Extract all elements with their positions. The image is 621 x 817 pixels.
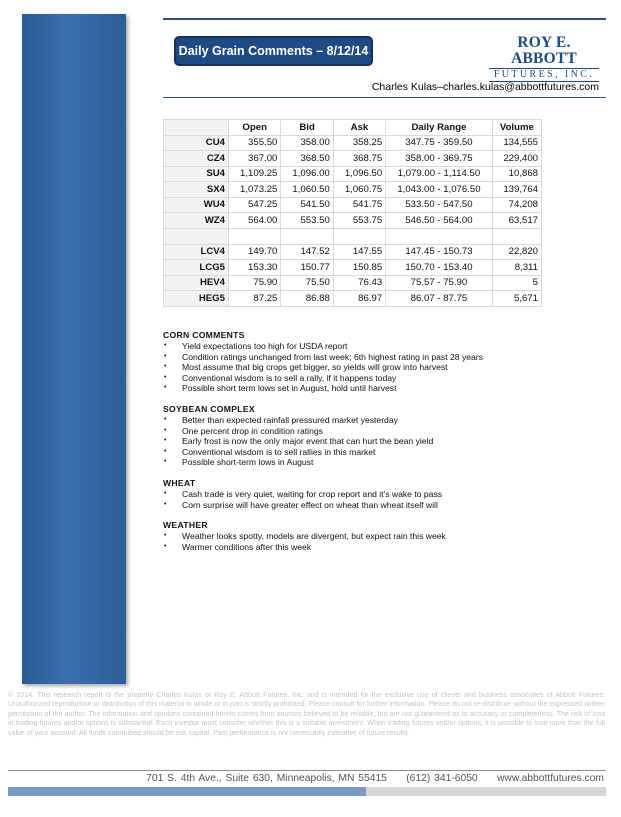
open-cell: 1,109.25 bbox=[229, 166, 281, 182]
spacer-cell bbox=[164, 228, 229, 244]
symbol-cell: LCG5 bbox=[164, 260, 229, 276]
table-row bbox=[164, 291, 542, 307]
bullet-text: Possible short term lows set in August, hold until harvest bbox=[182, 383, 397, 394]
bullet-icon: • bbox=[164, 373, 167, 381]
bullet-item bbox=[163, 415, 583, 426]
bullet-icon: • bbox=[164, 447, 167, 455]
bullet-item bbox=[163, 362, 583, 373]
ask-cell: 368.75 bbox=[333, 151, 385, 167]
column-header-volume: Volume bbox=[492, 120, 541, 136]
footer-bar bbox=[8, 787, 606, 796]
logo-subtitle: FUTURES, INC. bbox=[489, 68, 599, 82]
ask-cell: 150.85 bbox=[333, 260, 385, 276]
bid-cell: 147.52 bbox=[281, 244, 333, 260]
bullet-text: Warmer conditions after this week bbox=[182, 541, 312, 552]
bullet-text: Cash trade is very quiet, waiting for crop report and it's wake to pass bbox=[182, 488, 443, 499]
bullet-text: Conventional wisdom is to sell rallies in this market bbox=[182, 446, 376, 457]
ask-cell: 86.97 bbox=[333, 291, 385, 307]
quotes-table-body bbox=[164, 135, 542, 306]
table-row bbox=[164, 135, 542, 151]
open-cell: 547.25 bbox=[229, 197, 281, 213]
open-cell: 355.50 bbox=[229, 135, 281, 151]
open-cell: 564.00 bbox=[229, 213, 281, 229]
bullet-text: Possible short-term lows in August bbox=[182, 457, 314, 468]
bullet-icon: • bbox=[164, 363, 167, 371]
footer-bar-accent bbox=[8, 787, 366, 796]
bullet-item bbox=[163, 426, 583, 437]
logo-name: ROY E. ABBOTT bbox=[511, 34, 577, 67]
bullet-icon: • bbox=[164, 458, 167, 466]
bid-cell: 75.50 bbox=[281, 275, 333, 291]
table-row bbox=[164, 213, 542, 229]
bullet-icon: • bbox=[164, 415, 167, 423]
bid-cell: 150.77 bbox=[281, 260, 333, 276]
range-cell: 1,079.00 - 1,114.50 bbox=[386, 166, 493, 182]
spacer-cell bbox=[229, 228, 281, 244]
ask-cell: 358.25 bbox=[333, 135, 385, 151]
volume-cell: 63,517 bbox=[492, 213, 541, 229]
table-spacer-row bbox=[164, 228, 542, 244]
volume-cell: 229,400 bbox=[492, 151, 541, 167]
open-cell: 149.70 bbox=[229, 244, 281, 260]
bullet-item bbox=[163, 341, 583, 352]
open-cell: 153.30 bbox=[229, 260, 281, 276]
symbol-cell: WU4 bbox=[164, 197, 229, 213]
bullet-icon: • bbox=[164, 426, 167, 434]
header-blank-cell bbox=[164, 120, 229, 136]
open-cell: 75.90 bbox=[229, 275, 281, 291]
bid-cell: 1,096.00 bbox=[281, 166, 333, 182]
bullet-item bbox=[163, 436, 583, 447]
section-heading: CORN COMMENTS bbox=[163, 330, 245, 340]
spacer-cell bbox=[281, 228, 333, 244]
spacer-cell bbox=[492, 228, 541, 244]
volume-cell: 22,820 bbox=[492, 244, 541, 260]
bullet-text: Yield expectations too high for USDA report bbox=[182, 341, 348, 351]
bid-cell: 86.88 bbox=[281, 291, 333, 307]
range-cell: 150.70 - 153.40 bbox=[386, 260, 493, 276]
side-decorative-bar bbox=[22, 14, 126, 684]
bullet-item bbox=[163, 489, 583, 500]
symbol-cell: HEV4 bbox=[164, 275, 229, 291]
volume-cell: 8,311 bbox=[492, 260, 541, 276]
spacer-cell bbox=[386, 228, 493, 244]
table-row bbox=[164, 244, 542, 260]
volume-cell: 139,764 bbox=[492, 182, 541, 198]
author-contact: Charles Kulas–charles.kulas@abbottfutures.com bbox=[371, 81, 599, 93]
table-row bbox=[164, 151, 542, 167]
comment-section bbox=[163, 330, 583, 394]
comment-section bbox=[163, 478, 583, 510]
bullet-icon: • bbox=[164, 489, 167, 497]
table-header-row bbox=[164, 120, 542, 136]
column-header-bid: Bid bbox=[281, 120, 333, 136]
range-cell: 86.07 - 87.75 bbox=[386, 291, 493, 307]
range-cell: 147.45 - 150.73 bbox=[386, 244, 493, 260]
bullet-icon: • bbox=[164, 437, 167, 445]
bullet-text: Conventional wisdom is to sell a rally, if it happens today bbox=[182, 372, 397, 383]
bid-cell: 553.50 bbox=[281, 213, 333, 229]
bullet-icon: • bbox=[164, 352, 167, 360]
bullet-item bbox=[163, 447, 583, 458]
table-row bbox=[164, 275, 542, 291]
bullet-icon: • bbox=[164, 532, 167, 540]
bullet-item bbox=[163, 531, 583, 542]
range-cell: 1,043.00 - 1,076.50 bbox=[386, 182, 493, 198]
bid-cell: 358.00 bbox=[281, 135, 333, 151]
bullet-text: Weather looks spotty, models are divergent, but expect rain this week bbox=[182, 531, 446, 542]
symbol-cell: CZ4 bbox=[164, 151, 229, 167]
bullet-list bbox=[163, 415, 583, 468]
section-heading: WEATHER bbox=[163, 520, 208, 531]
column-header-open: Open bbox=[229, 120, 281, 136]
symbol-cell: CU4 bbox=[164, 135, 229, 151]
bullet-item bbox=[163, 383, 583, 394]
range-cell: 533.50 - 547.50 bbox=[386, 197, 493, 213]
volume-cell: 5,671 bbox=[492, 291, 541, 307]
open-cell: 1,073.25 bbox=[229, 182, 281, 198]
symbol-cell: SU4 bbox=[164, 166, 229, 182]
symbol-cell: LCV4 bbox=[164, 244, 229, 260]
contact-rule bbox=[163, 97, 606, 98]
range-cell: 75.57 - 75.90 bbox=[386, 275, 493, 291]
column-header-ask: Ask bbox=[333, 120, 385, 136]
table-row bbox=[164, 260, 542, 276]
bullet-text: Early frost is now the only major event that can hurt the bean yield bbox=[182, 436, 434, 447]
range-cell: 546.50 - 564.00 bbox=[386, 213, 493, 229]
table-row bbox=[164, 166, 542, 182]
ask-cell: 1,096.50 bbox=[333, 166, 385, 182]
bullet-item bbox=[163, 457, 583, 468]
header-rule bbox=[163, 18, 606, 20]
market-comments bbox=[163, 330, 583, 562]
footer-address: 701 S. 4th Ave., Suite 630, Minneapolis, MN 55415 bbox=[146, 773, 387, 784]
range-cell: 358.00 - 369.75 bbox=[386, 151, 493, 167]
footer-phone: (612) 341-6050 bbox=[406, 773, 478, 784]
ask-cell: 76.43 bbox=[333, 275, 385, 291]
bullet-text: Most assume that big crops get bigger, so yields will grow into harvest bbox=[182, 362, 448, 373]
bullet-list bbox=[163, 531, 583, 552]
range-cell: 347.75 - 359.50 bbox=[386, 135, 493, 151]
volume-cell: 74,208 bbox=[492, 197, 541, 213]
ask-cell: 553.75 bbox=[333, 213, 385, 229]
ask-cell: 1,060.75 bbox=[333, 182, 385, 198]
volume-cell: 5 bbox=[492, 275, 541, 291]
spacer-cell bbox=[333, 228, 385, 244]
ask-cell: 147.55 bbox=[333, 244, 385, 260]
comment-section bbox=[163, 520, 583, 552]
company-logo bbox=[489, 35, 599, 82]
bullet-item bbox=[163, 373, 583, 384]
ask-cell: 541.75 bbox=[333, 197, 385, 213]
footer-rule bbox=[8, 770, 606, 771]
bullet-item bbox=[163, 500, 583, 511]
bullet-item bbox=[163, 352, 583, 363]
bullet-list bbox=[163, 489, 583, 510]
bullet-text: Better than expected rainfall pressured market yesterday bbox=[182, 414, 398, 425]
table-row bbox=[164, 197, 542, 213]
table-row bbox=[164, 182, 542, 198]
symbol-cell: SX4 bbox=[164, 182, 229, 198]
bullet-icon: • bbox=[164, 342, 167, 349]
column-header-daily-range: Daily Range bbox=[386, 120, 493, 136]
legal-disclaimer: © 2014. This research report is the property Charles Kulas or Roy E. Abbott Futures, Inc. and is intended for the exclusive use of clients and business associates of Abbott Futures. Unauthorized reproduction or distribution of this material in whole or in part is strictly prohibited. Please consult for further information. Please do not re-distribute without the expressed written permission of the author. The information and opinions contained herein comes from sources believed to be reliable, but are not guaranteed as to accuracy or completeness. The risk of loss in trading futures and/or options is substantial. Each investor must consider whether this is a suitable investment. When trading futures and/or options, it is possible to lose more than the full value of your account. All funds committed should be risk capital. Past performance is not necessarily indicative of future results. bbox=[8, 691, 605, 737]
symbol-cell: HEG5 bbox=[164, 291, 229, 307]
symbol-cell: WZ4 bbox=[164, 213, 229, 229]
open-cell: 367.00 bbox=[229, 151, 281, 167]
footer-contact-line bbox=[146, 773, 604, 784]
report-title: Daily Grain Comments – 8/12/14 bbox=[174, 36, 373, 66]
quotes-table bbox=[163, 119, 542, 307]
bid-cell: 541.50 bbox=[281, 197, 333, 213]
bid-cell: 1,060.50 bbox=[281, 182, 333, 198]
section-heading: WHEAT bbox=[163, 477, 196, 488]
volume-cell: 10,868 bbox=[492, 166, 541, 182]
bullet-icon: • bbox=[164, 384, 167, 392]
volume-cell: 134,555 bbox=[492, 135, 541, 151]
bullet-icon: • bbox=[164, 500, 167, 508]
bullet-text: Condition ratings unchanged from last week; 6th highest rating in past 28 years bbox=[182, 351, 483, 362]
section-heading: SOYBEAN COMPLEX bbox=[163, 403, 255, 414]
bullet-icon: • bbox=[164, 542, 167, 550]
open-cell: 87.25 bbox=[229, 291, 281, 307]
bullet-text: Corn surprise will have greater effect on wheat than wheat itself will bbox=[182, 499, 438, 510]
bullet-text: One percent drop in condition ratings bbox=[182, 425, 323, 436]
comment-section bbox=[163, 404, 583, 468]
bid-cell: 368.50 bbox=[281, 151, 333, 167]
bullet-list bbox=[163, 341, 583, 394]
bullet-item bbox=[163, 542, 583, 553]
footer-website[interactable]: www.abbottfutures.com bbox=[496, 773, 604, 784]
